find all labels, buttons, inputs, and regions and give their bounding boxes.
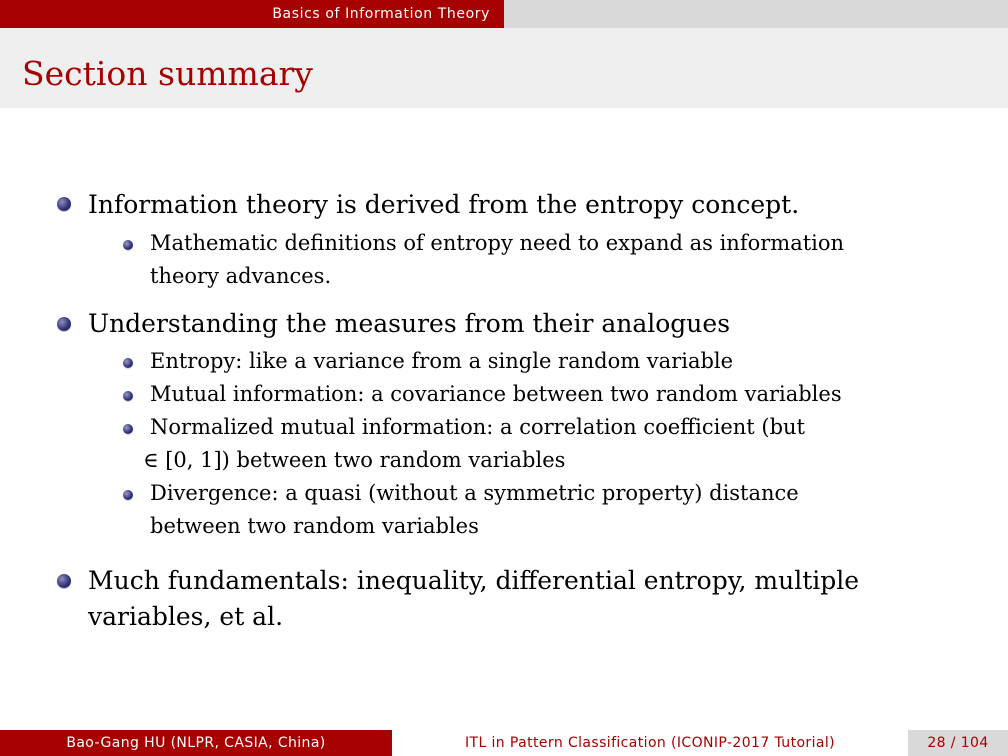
bullet-text-3-line-2: variables, et al. <box>88 602 284 631</box>
subbullet-text-2-3-line-1: Normalized mutual information: a correlation coefficient (but <box>150 415 805 439</box>
ball-bullet-icon <box>57 197 71 211</box>
ball-bullet-icon <box>57 317 71 331</box>
bullet-text-1-line-1: Information theory is derived from the entropy concept. <box>88 190 800 219</box>
subbullet-text-2-4-line-2: between two random variables <box>150 514 479 538</box>
section-navigation-label[interactable]: Basics of Information Theory <box>0 0 504 28</box>
footer-author: Bao-Gang HU (NLPR, CASIA, China) <box>0 730 392 756</box>
subbullet-text-2-2-line-1: Mutual information: a covariance between two random variables <box>150 382 842 406</box>
bullet-text-3-line-1: Much fundamentals: inequality, differential entropy, multiple <box>88 566 860 595</box>
subbullet-text-1-1-line-2: theory advances. <box>150 264 332 288</box>
footer-bar <box>0 730 1008 756</box>
subbullet-text-1-1-line-1: Mathematic definitions of entropy need to expand as information <box>150 231 845 255</box>
small-ball-bullet-icon <box>123 424 133 434</box>
slide-title: Section summary <box>22 54 313 93</box>
page-number: 28 / 104 <box>908 730 1008 756</box>
subbullet-text-2-1-line-1: Entropy: like a variance from a single random variable <box>150 349 734 373</box>
subbullet-text-2-4-line-1: Divergence: a quasi (without a symmetric property) distance <box>150 481 799 505</box>
ball-bullet-icon <box>57 574 71 588</box>
small-ball-bullet-icon <box>123 240 133 250</box>
subbullet-text-2-3-line-2: ∈ [0, 1]) between two random variables <box>143 448 566 472</box>
small-ball-bullet-icon <box>123 490 133 500</box>
footer-presentation-title: ITL in Pattern Classification (ICONIP-2017 Tutorial) <box>392 730 908 756</box>
small-ball-bullet-icon <box>123 391 133 401</box>
bullet-text-2-line-1: Understanding the measures from their analogues <box>88 309 731 338</box>
small-ball-bullet-icon <box>123 358 133 368</box>
